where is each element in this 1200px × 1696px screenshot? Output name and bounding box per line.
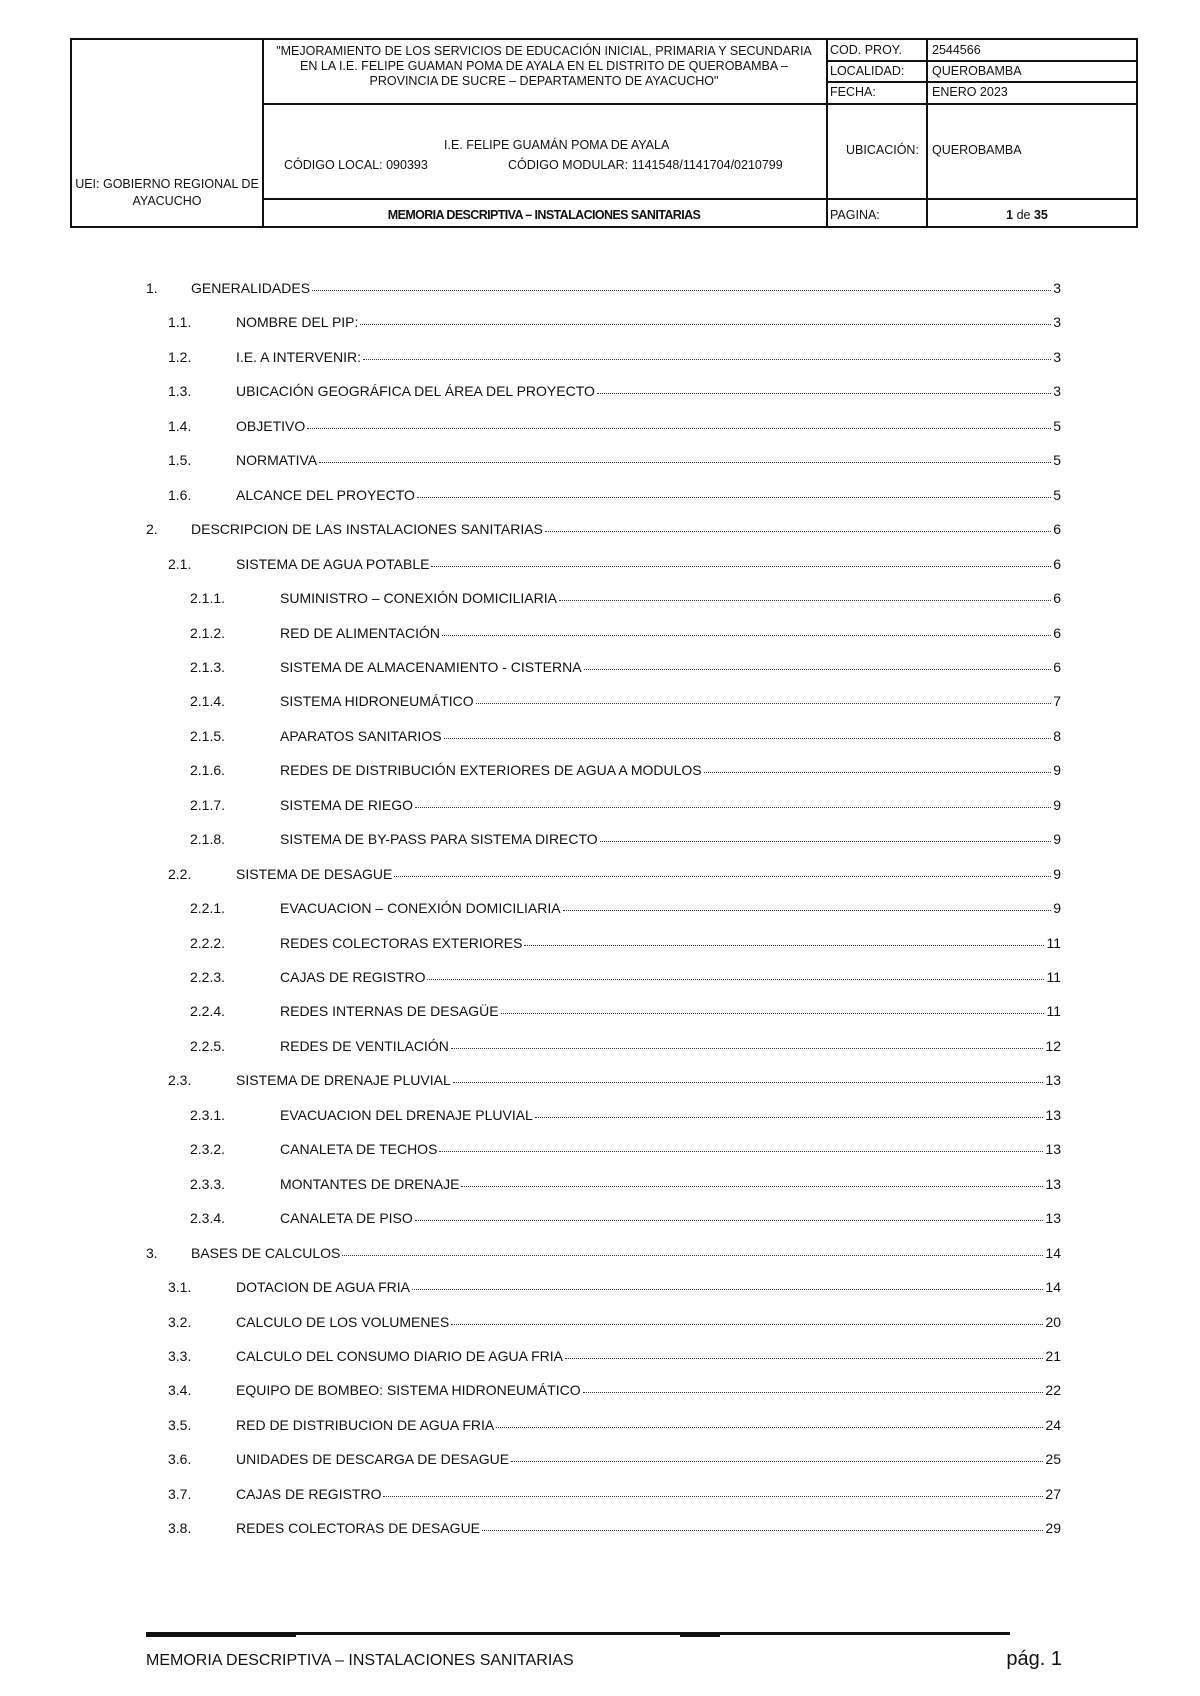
toc-leader-dots: [565, 1345, 1043, 1359]
toc-entry-title: CAJAS DE REGISTRO: [280, 969, 426, 985]
toc-entry[interactable]: [146, 278, 1061, 298]
toc-entry-number: 3.6.: [168, 1451, 192, 1468]
toc-entry-page: 3: [1053, 383, 1061, 400]
toc-entry-number: 3.: [146, 1244, 158, 1261]
toc-entry-page: 25: [1045, 1451, 1061, 1468]
toc-entry-page: 3: [1053, 348, 1061, 365]
toc-entry[interactable]: [146, 1312, 1061, 1332]
toc-entry-page: 13: [1045, 1141, 1061, 1158]
ubicacion-value: QUEROBAMBA: [932, 143, 1022, 157]
toc-entry-title: DESCRIPCION DE LAS INSTALACIONES SANITARIAS: [191, 521, 543, 538]
toc-entry-number: 2.2.2.: [190, 934, 226, 951]
toc-entry-number: 2.1.5.: [190, 727, 226, 744]
toc-entry-title: SISTEMA DE AGUA POTABLE: [236, 555, 430, 572]
toc-entry[interactable]: [146, 1208, 1061, 1228]
toc-leader-dots: [451, 1311, 1043, 1325]
toc-entry[interactable]: [146, 829, 1061, 849]
toc-entry[interactable]: [146, 691, 1061, 711]
toc-leader-dots: [415, 794, 1051, 808]
localidad-value: QUEROBAMBA: [932, 64, 1022, 78]
toc-leader-dots: [417, 484, 1051, 498]
pagina-label: PAGINA:: [830, 208, 880, 222]
toc-entry[interactable]: [146, 1001, 1061, 1021]
toc-leader-dots: [415, 1207, 1044, 1221]
header-divider: [926, 40, 928, 228]
toc-entry-page: 9: [1053, 900, 1061, 917]
toc-entry-page: 22: [1045, 1382, 1061, 1399]
toc-entry[interactable]: [146, 485, 1061, 505]
toc-leader-dots: [412, 1276, 1043, 1290]
toc-leader-dots: [584, 656, 1052, 670]
toc-entry-page: 14: [1045, 1244, 1061, 1261]
toc-entry-page: 9: [1053, 831, 1061, 848]
toc-leader-dots: [600, 828, 1052, 842]
toc-entry-title: OBJETIVO: [236, 417, 306, 434]
toc-entry-title: SUMINISTRO – CONEXIÓN DOMICILIARIA: [280, 590, 557, 607]
toc-entry-number: 2.3.4.: [190, 1210, 226, 1227]
toc-entry-page: 6: [1053, 624, 1061, 641]
toc-entry-title: DOTACION DE AGUA FRIA: [236, 1279, 410, 1296]
toc-entry-title: BASES DE CALCULOS: [191, 1244, 341, 1261]
pagina-value: [932, 208, 1122, 223]
footer-rule: [146, 1635, 296, 1637]
toc-entry-number: 3.7.: [168, 1485, 192, 1502]
toc-entry-number: 3.1.: [168, 1279, 192, 1296]
toc-entry[interactable]: [146, 864, 1061, 884]
toc-entry[interactable]: [146, 1139, 1061, 1159]
toc-leader-dots: [427, 966, 1044, 980]
toc-entry[interactable]: [146, 623, 1061, 643]
toc-entry-title: ALCANCE DEL PROYECTO: [236, 486, 415, 503]
toc-entry-page: 14: [1045, 1279, 1061, 1296]
toc-entry-title: EVACUACION – CONEXIÓN DOMICILIARIA: [280, 900, 561, 917]
toc-entry-title: SISTEMA DE ALMACENAMIENTO - CISTERNA: [280, 658, 582, 675]
toc-entry[interactable]: [146, 312, 1061, 332]
toc-entry-page: 9: [1053, 796, 1061, 813]
pagina-total: 35: [1033, 208, 1048, 222]
toc-entry-title: REDES COLECTORAS EXTERIORES: [280, 934, 523, 951]
toc-entry-number: 2.3.: [168, 1072, 192, 1089]
toc-entry-number: 2.2.1.: [190, 900, 226, 917]
toc-entry-title: UBICACIÓN GEOGRÁFICA DEL ÁREA DEL PROYECTO: [236, 383, 595, 400]
project-title-line: EN LA I.E. FELIPE GUAMAN POMA DE AYALA EN EL DISTRITO DE QUEROBAMBA –: [300, 59, 788, 73]
header-divider: [262, 198, 1138, 200]
toc-entry-number: 1.5.: [168, 452, 192, 469]
toc-leader-dots: [545, 518, 1051, 532]
toc-entry-title: SISTEMA DE DRENAJE PLUVIAL: [236, 1072, 451, 1089]
toc-leader-dots: [482, 1517, 1043, 1531]
toc-entry-number: 3.3.: [168, 1347, 192, 1364]
toc-entry[interactable]: [146, 381, 1061, 401]
toc-leader-dots: [511, 1448, 1043, 1462]
toc-leader-dots: [439, 1138, 1043, 1152]
toc-entry[interactable]: [146, 1518, 1061, 1538]
toc-entry-page: 24: [1045, 1416, 1061, 1433]
toc-leader-dots: [451, 1035, 1044, 1049]
toc-leader-dots: [524, 932, 1044, 946]
pagina-sep: de: [1013, 208, 1034, 222]
project-title-line: "MEJORAMIENTO DE LOS SERVICIOS DE EDUCACIÓN INICIAL, PRIMARIA Y SECUNDARIA: [276, 44, 812, 58]
toc-entry-title: NOMBRE DEL PIP:: [236, 314, 359, 331]
toc-leader-dots: [453, 1069, 1044, 1083]
toc-leader-dots: [307, 415, 1051, 429]
entity-name: UEI: GOBIERNO REGIONAL DE AYACUCHO: [75, 177, 259, 208]
toc-entry-number: 3.5.: [168, 1416, 192, 1433]
toc-leader-dots: [563, 897, 1052, 911]
toc-entry-title: EQUIPO DE BOMBEO: SISTEMA HIDRONEUMÁTICO: [236, 1382, 581, 1399]
toc-entry-page: 21: [1045, 1347, 1061, 1364]
localidad-label: LOCALIDAD:: [830, 64, 905, 78]
toc-entry-number: 1.3.: [168, 383, 192, 400]
toc-entry-number: 1.1.: [168, 314, 192, 331]
toc-entry-page: 11: [1046, 934, 1061, 951]
toc-entry-title: RED DE DISTRIBUCION DE AGUA FRIA: [236, 1416, 495, 1433]
toc-entry-number: 3.2.: [168, 1313, 192, 1330]
toc-entry-page: 6: [1053, 555, 1061, 572]
toc-entry-number: 1.: [146, 280, 158, 296]
toc-entry-number: 2.1.: [168, 555, 192, 572]
fecha-value: ENERO 2023: [932, 85, 1008, 99]
project-title: [264, 44, 824, 89]
toc-entry-title: SISTEMA HIDRONEUMÁTICO: [280, 693, 474, 710]
toc-entry-number: 2.2.4.: [190, 1003, 226, 1020]
toc-entry-number: 2.3.2.: [190, 1141, 226, 1158]
toc-entry-number: 2.1.8.: [190, 831, 226, 848]
toc-leader-dots: [363, 346, 1051, 360]
toc-entry[interactable]: [146, 1174, 1061, 1194]
toc-entry[interactable]: [146, 898, 1061, 918]
toc-leader-dots: [496, 1414, 1043, 1428]
toc-entry[interactable]: [146, 657, 1061, 677]
toc-entry-number: 2.1.2.: [190, 624, 226, 641]
header-divider: [262, 103, 1138, 105]
toc-entry-page: 13: [1045, 1210, 1061, 1227]
toc-entry-number: 3.4.: [168, 1382, 192, 1399]
toc-entry-page: 11: [1046, 969, 1061, 985]
toc-entry-title: MONTANTES DE DRENAJE: [280, 1175, 460, 1192]
ubicacion-label: UBICACIÓN:: [846, 143, 919, 157]
toc-entry-number: 2.3.1.: [190, 1106, 226, 1123]
toc-leader-dots: [444, 725, 1052, 739]
toc-entry-title: CALCULO DEL CONSUMO DIARIO DE AGUA FRIA: [236, 1347, 563, 1364]
toc-entry-title: REDES DE DISTRIBUCIÓN EXTERIORES DE AGUA A MODULOS: [280, 762, 702, 779]
toc-entry-title: SISTEMA DE RIEGO: [280, 796, 414, 813]
toc-leader-dots: [501, 1000, 1045, 1014]
toc-entry-number: 2.1.7.: [190, 796, 226, 813]
toc-entry-page: 3: [1053, 314, 1061, 331]
toc-entry-page: 6: [1053, 521, 1061, 538]
toc-entry-number: 2.1.4.: [190, 693, 226, 710]
toc-entry-page: 29: [1045, 1520, 1061, 1537]
toc-entry[interactable]: [146, 760, 1061, 780]
project-title-line: PROVINCIA DE SUCRE – DEPARTAMENTO DE AYACUCHO": [369, 74, 719, 88]
toc-entry[interactable]: [146, 588, 1061, 608]
toc-entry[interactable]: [146, 416, 1061, 436]
toc-entry-title: REDES COLECTORAS DE DESAGUE: [236, 1520, 481, 1537]
footer-page-number: pág. 1: [1006, 1648, 1062, 1670]
toc-leader-dots: [597, 380, 1051, 394]
toc-entry-number: 1.6.: [168, 486, 192, 503]
toc-entry-page: 12: [1045, 1037, 1061, 1054]
codigo-modular: CÓDIGO MODULAR: 1141548/1141704/0210799: [508, 158, 783, 172]
toc-entry[interactable]: [146, 519, 1061, 539]
toc-entry-title: RED DE ALIMENTACIÓN: [280, 624, 440, 641]
toc-entry[interactable]: [146, 1449, 1061, 1469]
cod-proy-label: COD. PROY.: [830, 43, 903, 57]
toc-entry-number: 2.: [146, 521, 158, 538]
toc-entry[interactable]: [146, 347, 1061, 367]
toc-entry-page: 8: [1053, 727, 1061, 744]
toc-entry-number: 2.1.3.: [190, 658, 226, 675]
toc-entry-page: 27: [1045, 1485, 1061, 1502]
toc-entry-title: REDES INTERNAS DE DESAGÜE: [280, 1003, 499, 1020]
toc-leader-dots: [383, 1483, 1043, 1497]
toc-entry-number: 1.2.: [168, 348, 192, 365]
toc-leader-dots: [442, 622, 1051, 636]
toc-entry-title: CALCULO DE LOS VOLUMENES: [236, 1313, 450, 1330]
toc-leader-dots: [476, 690, 1052, 704]
toc-entry-title: CANALETA DE PISO: [280, 1210, 413, 1227]
toc-leader-dots: [461, 1173, 1043, 1187]
toc-leader-dots: [704, 759, 1052, 773]
toc-entry[interactable]: [146, 1277, 1061, 1297]
toc-entry-page: 3: [1053, 280, 1061, 296]
toc-entry-title: I.E. A INTERVENIR:: [236, 348, 362, 365]
toc-leader-dots: [431, 553, 1051, 567]
cod-proy-value: 2544566: [932, 43, 981, 57]
toc-entry-page: 5: [1053, 486, 1061, 503]
toc-entry-title: APARATOS SANITARIOS: [280, 727, 442, 744]
toc-entry-page: 6: [1053, 590, 1061, 607]
toc-leader-dots: [342, 1242, 1043, 1256]
pagina-current: 1: [1006, 208, 1014, 222]
toc-entry-number: 2.2.: [168, 865, 192, 882]
footer-rule: [680, 1635, 720, 1637]
toc-entry-number: 1.4.: [168, 417, 192, 434]
toc-entry-page: 9: [1053, 762, 1061, 779]
toc-entry-number: 2.1.1.: [190, 590, 226, 607]
toc-entry[interactable]: [146, 1346, 1061, 1366]
toc-entry[interactable]: [146, 1243, 1061, 1263]
toc-leader-dots: [559, 587, 1051, 601]
document-header-table: [70, 38, 1138, 228]
toc-entry-number: 3.8.: [168, 1520, 192, 1537]
header-divider: [826, 40, 828, 228]
toc-entry-title: SISTEMA DE DESAGUE: [236, 865, 393, 882]
toc-entry-page: 20: [1045, 1313, 1061, 1330]
toc-entry[interactable]: [146, 1070, 1061, 1090]
toc-entry[interactable]: [146, 933, 1061, 953]
toc-entry[interactable]: [146, 1484, 1061, 1504]
toc-entry-title: CAJAS DE REGISTRO: [236, 1485, 382, 1502]
footer-title: MEMORIA DESCRIPTIVA – INSTALACIONES SANITARIAS: [146, 1652, 574, 1669]
toc-entry-number: 2.3.3.: [190, 1175, 226, 1192]
toc-entry-number: 2.2.5.: [190, 1037, 226, 1054]
entity-cell: [72, 40, 262, 228]
toc-entry-title: UNIDADES DE DESCARGA DE DESAGUE: [236, 1451, 510, 1468]
toc-entry[interactable]: [146, 1105, 1061, 1125]
header-divider: [826, 60, 1138, 62]
toc-entry-title: CANALETA DE TECHOS: [280, 1141, 438, 1158]
toc-entry-page: 13: [1045, 1072, 1061, 1089]
toc-entry-page: 5: [1053, 452, 1061, 469]
toc-entry[interactable]: [146, 554, 1061, 574]
toc-entry-page: 13: [1045, 1175, 1061, 1192]
toc-entry[interactable]: [146, 726, 1061, 746]
toc-leader-dots: [312, 277, 1051, 291]
toc-entry-title: EVACUACION DEL DRENAJE PLUVIAL: [280, 1106, 533, 1123]
toc-entry-page: 11: [1046, 1003, 1061, 1020]
toc-entry[interactable]: [146, 450, 1061, 470]
toc-leader-dots: [319, 449, 1051, 463]
toc-entry[interactable]: [146, 1415, 1061, 1435]
toc-leader-dots: [360, 311, 1051, 325]
toc-entry-number: 2.2.3.: [190, 969, 226, 985]
toc-entry-page: 6: [1053, 658, 1061, 675]
toc-entry-number: 2.1.6.: [190, 762, 226, 779]
toc-entry-title: NORMATIVA: [236, 452, 318, 469]
toc-entry-title: GENERALIDADES: [191, 280, 311, 296]
header-divider: [826, 81, 1138, 83]
toc-entry-page: 13: [1045, 1106, 1061, 1123]
toc-entry[interactable]: [146, 967, 1061, 987]
toc-entry-page: 9: [1053, 865, 1061, 882]
toc-leader-dots: [535, 1104, 1044, 1118]
toc-leader-dots: [394, 863, 1051, 877]
toc-entry[interactable]: [146, 795, 1061, 815]
toc-entry[interactable]: [146, 1380, 1061, 1400]
document-title: MEMORIA DESCRIPTIVA – INSTALACIONES SANITARIAS: [387, 208, 701, 222]
toc-entry-page: 5: [1053, 417, 1061, 434]
school-name: I.E. FELIPE GUAMÁN POMA DE AYALA: [444, 138, 670, 152]
toc-entry-title: REDES DE VENTILACIÓN: [280, 1037, 449, 1054]
toc-entry-page: 7: [1053, 693, 1061, 710]
fecha-label: FECHA:: [830, 85, 876, 99]
toc-entry[interactable]: [146, 1036, 1061, 1056]
toc-leader-dots: [583, 1379, 1044, 1393]
toc-entry-title: SISTEMA DE BY-PASS PARA SISTEMA DIRECTO: [280, 831, 598, 848]
codigo-local: CÓDIGO LOCAL: 090393: [284, 158, 428, 172]
